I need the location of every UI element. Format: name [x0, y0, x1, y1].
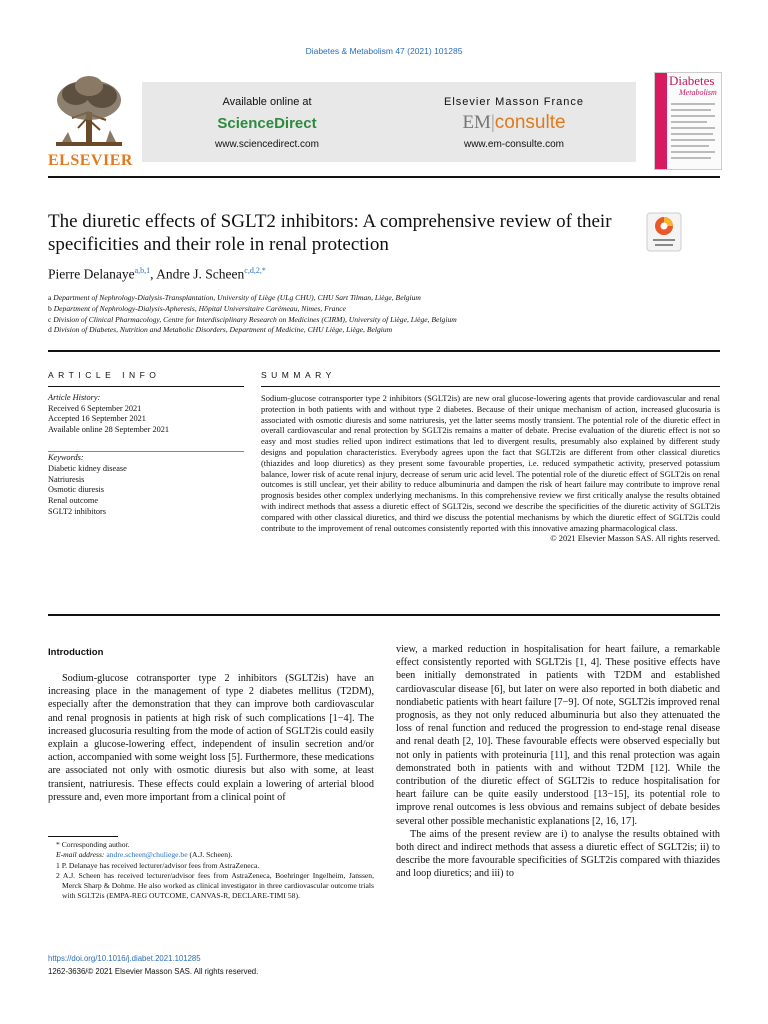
sciencedirect-url[interactable]: www.sciencedirect.com	[215, 139, 319, 150]
keyword-list	[48, 453, 244, 518]
body-paragraph: The aims of the present review are i) to analyse the results obtained with both direct and indirect methods that assess a diuretic effect of SGLT2is; ii) to describe the more favourable specificities of SGLT2is compared with thiazides and loop diuretics; and iii) to	[396, 828, 720, 880]
issn-copyright: 1262-3636/© 2021 Elsevier Masson SAS. All rights reserved.	[48, 967, 259, 976]
em-france-label: Elsevier Masson France	[444, 96, 584, 108]
affiliation-item	[48, 293, 457, 304]
cover-text-line	[671, 151, 715, 153]
history-accepted: Accepted 16 September 2021	[48, 414, 146, 424]
available-online-label: Available online at	[222, 96, 312, 108]
keyword: SGLT2 inhibitors	[48, 506, 107, 516]
affiliation-marker: a	[48, 293, 52, 302]
keyword: Natriuresis	[48, 474, 85, 484]
history-online: Available online 28 September 2021	[48, 424, 170, 434]
body-column-right	[396, 643, 720, 881]
email-suffix: (A.J. Scheen).	[189, 850, 233, 860]
article-info-rule	[48, 386, 244, 387]
introduction-heading: Introduction	[48, 647, 104, 658]
cover-text-line	[671, 121, 707, 123]
section-divider	[48, 350, 720, 352]
summary-rule	[261, 386, 720, 387]
author-name[interactable]: Pierre Delanaye	[48, 266, 135, 282]
journal-header	[48, 72, 720, 168]
affiliation-list	[48, 293, 457, 336]
email-label: E-mail address:	[56, 850, 105, 860]
footnote-2: 2 A.J. Scheen has received lecturer/advisor fees from AstraZeneca, Boehringer Ingelheim, Janssen, Merck Sharp & Dohme. He also worked as clinical investigator in three cardiovascular outcome trials with SGLT2is (EMPA-REG OUTCOME, CANVAS-R, DECLARE-TIMI 58).	[56, 870, 374, 901]
affiliation-marker: b	[48, 303, 52, 313]
keyword: Diabetic kidney disease	[48, 463, 127, 473]
cover-text-line	[671, 133, 713, 135]
author-list: Pierre Delanaye$^{a,b,1}$, Andre J. Scheen$^{c,d,2,*}$	[48, 266, 266, 282]
cover-text-line	[671, 103, 715, 105]
affiliation-text: Division of Clinical Pharmacology, Centre for Interdisciplinary Research on Medicines (CIRM), University of Liège, Liège, Belgium	[53, 314, 457, 324]
cover-text-line	[671, 157, 711, 159]
abstract	[261, 393, 720, 544]
cover-accent-band	[655, 73, 667, 169]
footnotes	[48, 840, 374, 902]
affiliation-item	[48, 304, 457, 315]
body-paragraph: view, a marked reduction in hospitalisation for heart failure, a remarkable effect consistently reported with SGLT2is [1, 4]. These positive effects have been initially demonstrated in patients with T2DM and established cardiovascular disease [6], but later on were also reported in both diabetic and nondiabetic patients with heart failure [7−9]. Of note, SGLT2is improved renal prognosis, as they not only reduced albuminuria but also they attenuated the loss of renal function and reduced the progression to end-stage renal disease and renal death [2, 10]. These favourable effects were observed especially but not only in patients with proteinuria [11], and this renal protection was again demonstrated both in patients with and without T2DM [12]. While the contribution of the diuretic effect of SGLT2is to reduce hospitalisation for heart failure can be quite easily understood [13−15], its potential role to improve renal outcomes is less obvious and remains subject of debate besides several other possible mechanistic explanations [2, 16, 17].	[396, 644, 720, 827]
body-column-left	[48, 672, 374, 804]
affiliation-text: Department of Nephrology-Dialysis-Transplantation, University of Liège (ULg CHU), CHU Sart Tilman, Liège, Belgium	[53, 293, 421, 302]
affiliation-text: Department of Nephrology-Dialysis-Apheresis, Hôpital Universitaire Carémeau, Nimes, France	[53, 303, 347, 313]
cover-title: Diabetes	[669, 73, 715, 88]
article-title: The diuretic effects of SGLT2 inhibitors: A comprehensive review of their specificities and their role in renal protection	[48, 211, 612, 255]
cover-subtitle: Metabolism	[679, 88, 717, 97]
author-name[interactable]: Andre J. Scheen	[156, 266, 245, 282]
abstract-text: Sodium-glucose cotransporter type 2 inhibitors (SGLT2is) are new oral glucose-lowering agents that provide cardiovascular and renal protection in both patients with and without type 2 diabetes. Because of their unique mechanism of action, increased glucosuria is associated with osmotic diuresis and some natriuresis, yet the latter seems mostly transient. The potential role of the diuretic effect in overall cardiovascular and renal protection by SGLT2is remains a matter of debate. Precise evaluation of the diuretic effect is not so easy and most studies relied upon indirect estimations that led to divergent results, presumably also explained by different study designs and population characteristics. Everybody agrees upon the fact that SGLT2is are different from other classical diuretics (thiazides and loop diuretics) as they present some favourable properties, i.e. reduced sympathetic activity, preserved potassium balance, lower risk of acute renal injury, decrease of serum uric acid level. The potential role of the diuretic effect of SGLT2is on renal outcomes is still unclear, yet their ability to reduce albuminuria and dampen the risk of heart failure may contribute to improve renal prognosis besides other complex underlying mechanisms. In this comprehensive review we first critically analyse the results obtained with indirect methods that assess a diuretic effect of SGLT2is, second we describe the specificities of the diuretic activity of SGLT2is compared with other classical diuretics, and third we discuss the potential mechanisms by which the diuretic effect of SGLT2is could contribute to the improvement of renal outcomes consistently reported with this innovative amazing pharmacological class.	[261, 393, 720, 533]
affiliation-text: Division of Diabetes, Nutrition and Metabolic Disorders, Department of Medicine, CHU Liège, Liège, Belgium	[53, 325, 393, 335]
availability-banner	[142, 82, 636, 162]
em-logo-divider: |	[490, 112, 495, 133]
cover-text-line	[671, 127, 715, 129]
history-received: Received 6 September 2021	[48, 403, 142, 413]
header-divider	[48, 176, 720, 178]
footnote-rule	[48, 836, 118, 837]
cover-text-line	[671, 145, 709, 147]
summary-heading: SUMMARY	[261, 370, 336, 380]
abstract-copyright: © 2021 Elsevier Masson SAS. All rights reserved.	[550, 533, 720, 544]
cover-text-line	[671, 109, 711, 111]
journal-reference[interactable]: Diabetes & Metabolism 47 (2021) 101285	[305, 46, 463, 56]
keyword: Renal outcome	[48, 496, 98, 506]
article-info-heading: ARTICLE INFO	[48, 370, 161, 380]
body-paragraph: Sodium-glucose cotransporter type 2 inhibitors (SGLT2is) have an increasing place in the management of type 2 diabetes mellitus (T2DM), especially after the demonstration that they can improve both cardiovascular and renal prognosis in patients at high risk of such complications [1−4]. The increased glucosuria resulting from the mode of action of SGLT2is could easily explain a glucose-lowering effect, independent of insulin secretion and/or action, accompanied with some weight loss [5]. Furthermore, these medications are associated not only with osmotic diuresis but also with some, at least transient, natriuresis. These effects could explain a lowering of arterial blood pressure and, even more important from a clinical point of	[48, 673, 374, 803]
journal-cover-thumbnail[interactable]	[654, 72, 722, 170]
cover-text-line	[671, 139, 715, 141]
keywords-label: Keywords:	[48, 453, 84, 462]
body-divider	[48, 614, 720, 616]
keyword: Osmotic diuresis	[48, 485, 104, 495]
author-affiliation-marker[interactable]: c,d,2,*	[244, 266, 266, 275]
history-label: Article History:	[48, 393, 101, 402]
affiliation-item	[48, 325, 457, 336]
doi-link[interactable]: https://doi.org/10.1016/j.diabet.2021.101285	[48, 954, 201, 963]
sciencedirect-logo[interactable]: ScienceDirect	[217, 115, 317, 132]
footnote-1: 1 P. Delanaye has received lecturer/advisor fees from AstraZeneca.	[56, 860, 260, 870]
elsevier-wordmark: ELSEVIER	[48, 152, 133, 169]
article-history	[48, 393, 244, 435]
em-consulte-logo[interactable]	[392, 112, 636, 134]
author-affiliation-marker[interactable]: a,b,1	[134, 266, 151, 275]
footnote-corresponding: * Corresponding author.	[56, 840, 130, 849]
keywords-rule	[48, 451, 244, 452]
em-logo-consulte: consulte	[494, 112, 566, 133]
em-logo-em: EM	[462, 112, 491, 133]
cover-text-line	[671, 115, 715, 117]
footnote-email	[56, 850, 374, 860]
email-link[interactable]: andre.scheen@chuliege.be	[106, 850, 188, 860]
check-for-updates-icon[interactable]	[646, 212, 682, 252]
affiliation-item	[48, 315, 457, 326]
affiliation-marker: c	[48, 314, 52, 324]
affiliation-marker: d	[48, 325, 52, 335]
em-consulte-url[interactable]: www.em-consulte.com	[463, 139, 565, 150]
